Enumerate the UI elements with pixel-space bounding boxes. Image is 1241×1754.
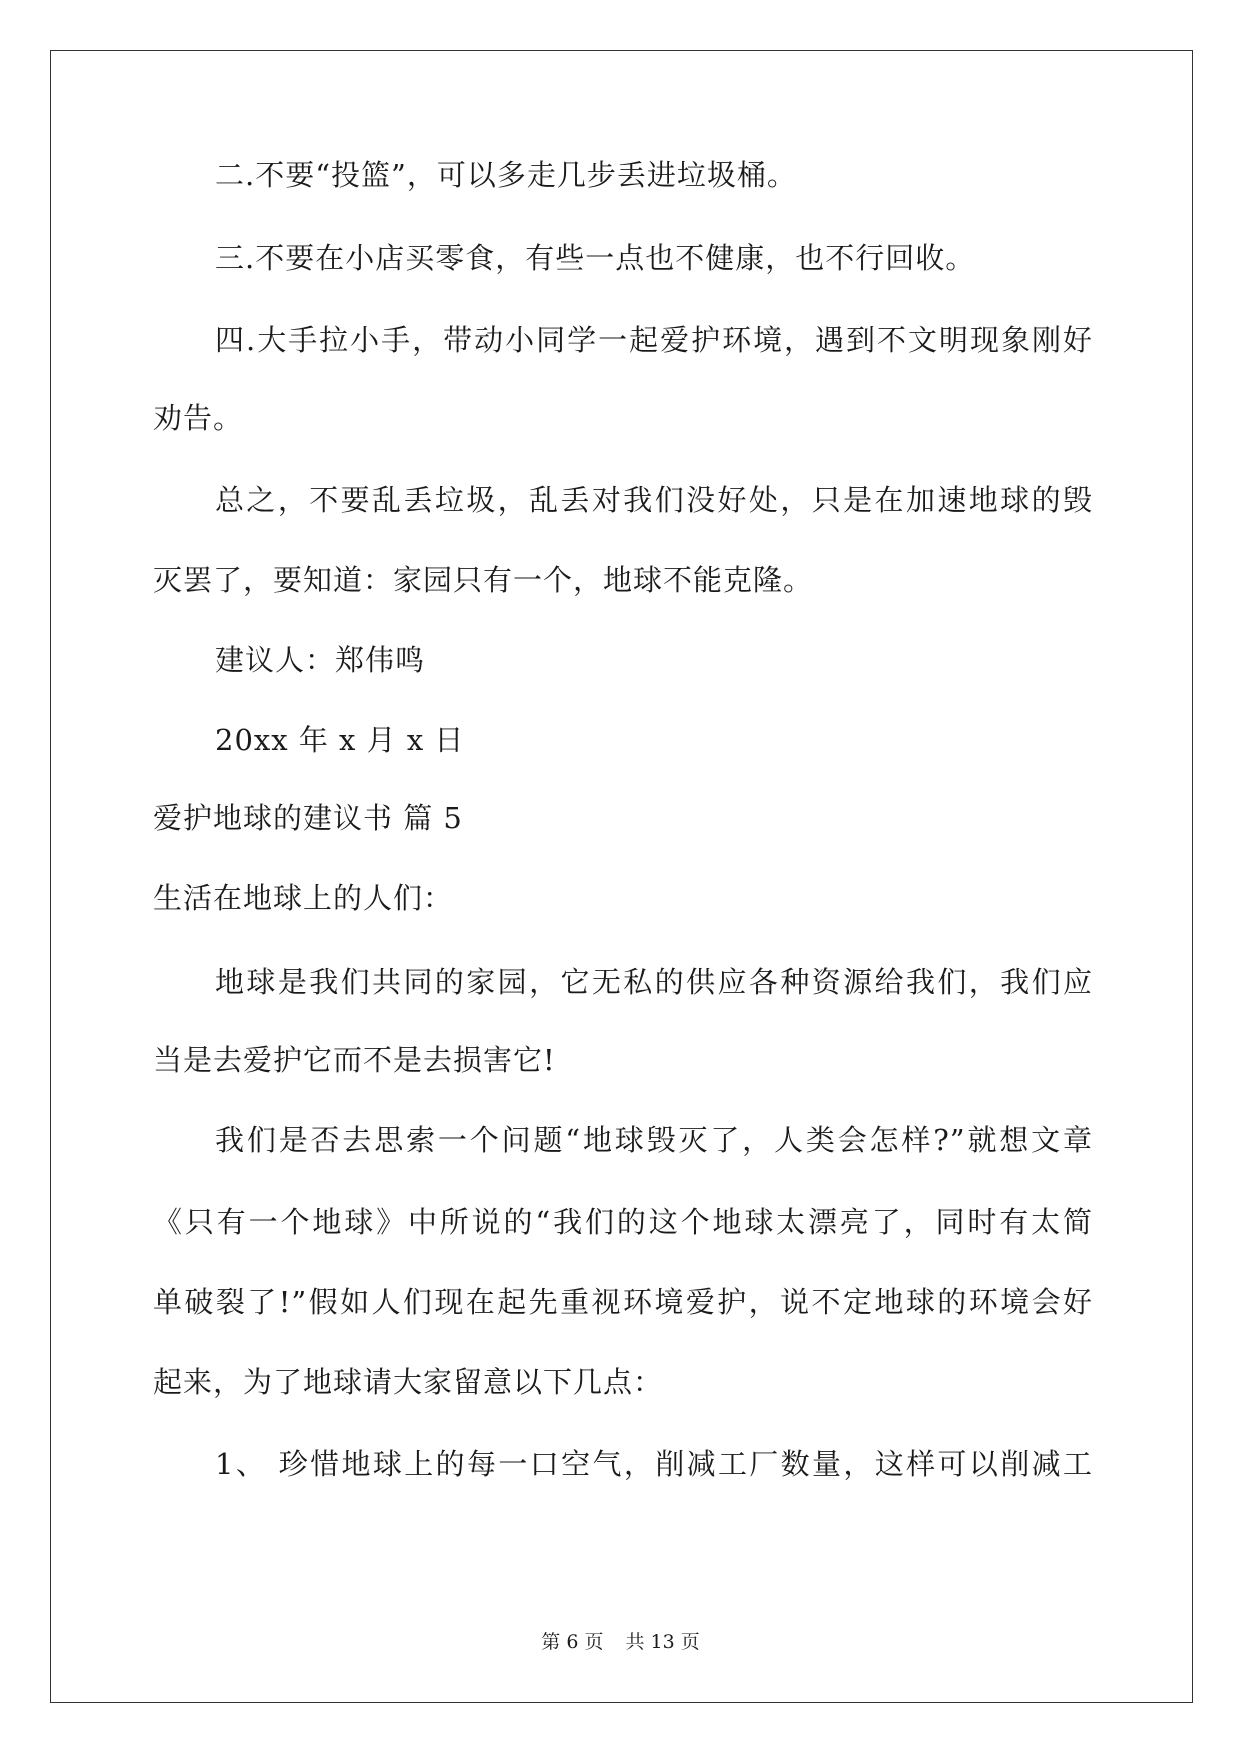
text-line: 二.不要“投篮”，可以多走几步丢进垃圾桶。 xyxy=(215,158,797,192)
text-line: 建议人：郑伟鸣 xyxy=(215,643,426,677)
text-line: 生活在地球上的人们： xyxy=(153,881,454,915)
text-line: 当是去爱护它而不是去损害它! xyxy=(153,1043,556,1077)
text-line: 地球是我们共同的家园，它无私的供应各种资源给我们，我们应 xyxy=(215,965,1093,999)
text-line: 1、 珍惜地球上的每一口空气，削减工厂数量，这样可以削减工 xyxy=(215,1447,1093,1481)
text-line: 三.不要在小店买零食，有些一点也不健康，也不行回收。 xyxy=(215,241,976,275)
text-line: 总之，不要乱丢垃圾，乱丢对我们没好处，只是在加速地球的毁 xyxy=(215,483,1093,517)
text-line: 20xx 年 x 月 x 日 xyxy=(215,723,465,757)
text-line: 劝告。 xyxy=(153,401,244,435)
text-line: 单破裂了!”假如人们现在起先重视环境爱护，说不定地球的环境会好 xyxy=(153,1285,1093,1319)
text-line: 我们是否去思索一个问题“地球毁灭了，人类会怎样?”就想文章 xyxy=(215,1123,1093,1157)
page-footer xyxy=(0,1630,1241,1654)
text-line: 灭罢了，要知道：家园只有一个，地球不能克隆。 xyxy=(153,563,814,597)
current-page-number: 第 6 页 xyxy=(541,1631,604,1653)
total-pages: 共 13 页 xyxy=(625,1631,700,1653)
text-line: 起来，为了地球请大家留意以下几点： xyxy=(153,1365,664,1399)
text-line: 四.大手拉小手，带动小同学一起爱护环境，遇到不文明现象刚好 xyxy=(215,323,1093,357)
text-line: 《只有一个地球》中所说的“我们的这个地球太漂亮了，同时有太简 xyxy=(153,1205,1093,1239)
text-line: 爱护地球的建议书 篇 5 xyxy=(153,801,463,835)
